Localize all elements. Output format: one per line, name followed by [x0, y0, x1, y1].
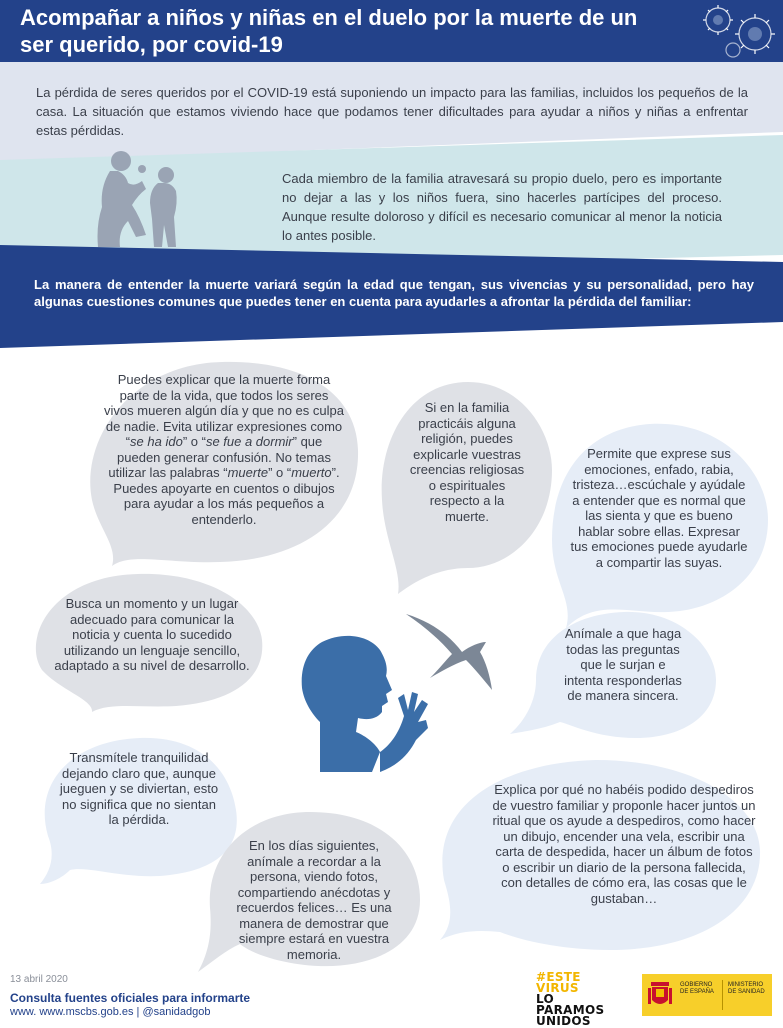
- coronavirus-icon: [693, 0, 783, 62]
- page-title: Acompañar a niños y niñas en el duelo por la muerte de un ser querido, por covid-19: [20, 5, 638, 57]
- tip-explain-death-phrase1: se ha ido: [130, 434, 183, 449]
- tip-emotions: Permite que exprese sus emociones, enfado, rabia, tristeza…escúchale y ayúdale a entender que es normal que las sienta y que es bueno hablar sobre ellas. Expresar tus emociones puede ayudarle a compartir las suyas.: [570, 446, 748, 570]
- header-bar: [0, 0, 783, 62]
- tip-goodbye: Explica por qué no habéis podido despediros de vuestro familiar y proponle hacer juntos un ritual que os ayude a despediros, como hacer un dibujo, encender una vela, escribir una carta de despedida, hacer un álbum de fotos o escribir un diario de la persona fallecida, con detalles de cómo era, las cosas que le gustaban…: [492, 782, 756, 906]
- tip-explain-death-part3: ” que pueden generar confusión. No temas utilizar las palabras “: [108, 434, 331, 480]
- campaign-logo: [536, 970, 628, 1028]
- consult-sources-text: Consulta fuentes oficiales para informarte: [10, 991, 251, 1005]
- tip-explain-death-phrase2: se fue a dormir: [205, 434, 293, 449]
- intro-paragraph: La pérdida de seres queridos por el COVID-19 está suponiendo un impacto para las familias, incluidos los pequeños de la casa. La situación que estamos viviendo hace que podamos tener dificultades para ayudar a niños y niñas a enfrentar estas pérdidas.: [36, 85, 748, 138]
- website-link[interactable]: www. www.mscbs.gob.es | @sanidadgob: [10, 1006, 211, 1018]
- banner-text: La manera de entender la muerte variará según la edad que tengan, sus vivencias y su personalidad, pero hay algunas cuestiones comunes que puedes tener en cuenta para ayudarles a afrontar la pérdida del familiar:: [34, 277, 754, 309]
- child-silhouette-icon: [302, 636, 428, 772]
- tip-explain-death-part5: ”. Puedes apoyarte en cuentos o dibujos para ayudar a los más pequeños a entenderlo.: [113, 465, 340, 527]
- tip-explain-death-part1: Puedes explicar que la muerte forma parte de la vida, que todos los seres vivos mueren algún día y que no es culpa de nadie. Evita utilizar expresiones como “: [104, 372, 344, 449]
- tip-explain-death: [104, 372, 344, 527]
- tip-questions: Anímale a que haga todas las preguntas que le surjan e intenta responderlas de manera sincera.: [564, 626, 682, 703]
- publication-date: 13 abril 2020: [10, 974, 68, 985]
- tip-calm: Transmítele tranquilidad dejando claro que, aunque jueguen y se diviertan, esto no significa que no sientan la pérdida.: [59, 750, 219, 827]
- government-logo: [642, 974, 772, 1016]
- campaign-line-3: LO: [536, 992, 555, 1006]
- swallow-bird-icon: [406, 614, 492, 690]
- campaign-line-4: PARAMOS: [536, 1003, 605, 1017]
- gov-divider: [722, 980, 723, 1010]
- tip-explain-death-word2: muerto: [291, 465, 332, 480]
- tip-religion: Si en la familia practicáis alguna religión, puedes explicarle vuestras creencias religiosas o espirituales respecto a la muerte.: [409, 400, 525, 524]
- coat-of-arms-icon: [648, 980, 672, 1010]
- family-paragraph: Cada miembro de la familia atravesará su propio duelo, pero es importante no dejar a las y los niños fuera, sino hacerles partícipes del proceso. Aunque resulte doloroso y difícil es necesario comunicar al menor la noticia lo antes posible.: [282, 171, 722, 243]
- campaign-line-1: #ESTE: [536, 970, 581, 984]
- tip-moment: Busca un momento y un lugar adecuado para comunicar la noticia y cuenta lo sucedido utilizando un lenguaje sencillo, adaptado a su nivel de desarrollo.: [54, 596, 250, 673]
- campaign-line-5: UNIDOS: [536, 1014, 591, 1028]
- gobierno-label: GOBIERNO DE ESPAÑA: [680, 982, 714, 995]
- campaign-line-2: VIRUS: [536, 981, 579, 995]
- ministerio-label: MINISTERIO DE SANIDAD: [728, 982, 765, 995]
- family-silhouette-icon: [88, 147, 188, 252]
- tip-remember: En los días siguientes, anímale a recordar a la persona, viendo fotos, compartiendo anécdotas y recuerdos felices… Es una manera de demostrar que siempre estará en vuestra memoria.: [236, 838, 392, 962]
- tip-explain-death-part4: ” o “: [268, 465, 292, 480]
- tip-explain-death-word1: muerte: [227, 465, 269, 480]
- tip-explain-death-part2: ” o “: [182, 434, 206, 449]
